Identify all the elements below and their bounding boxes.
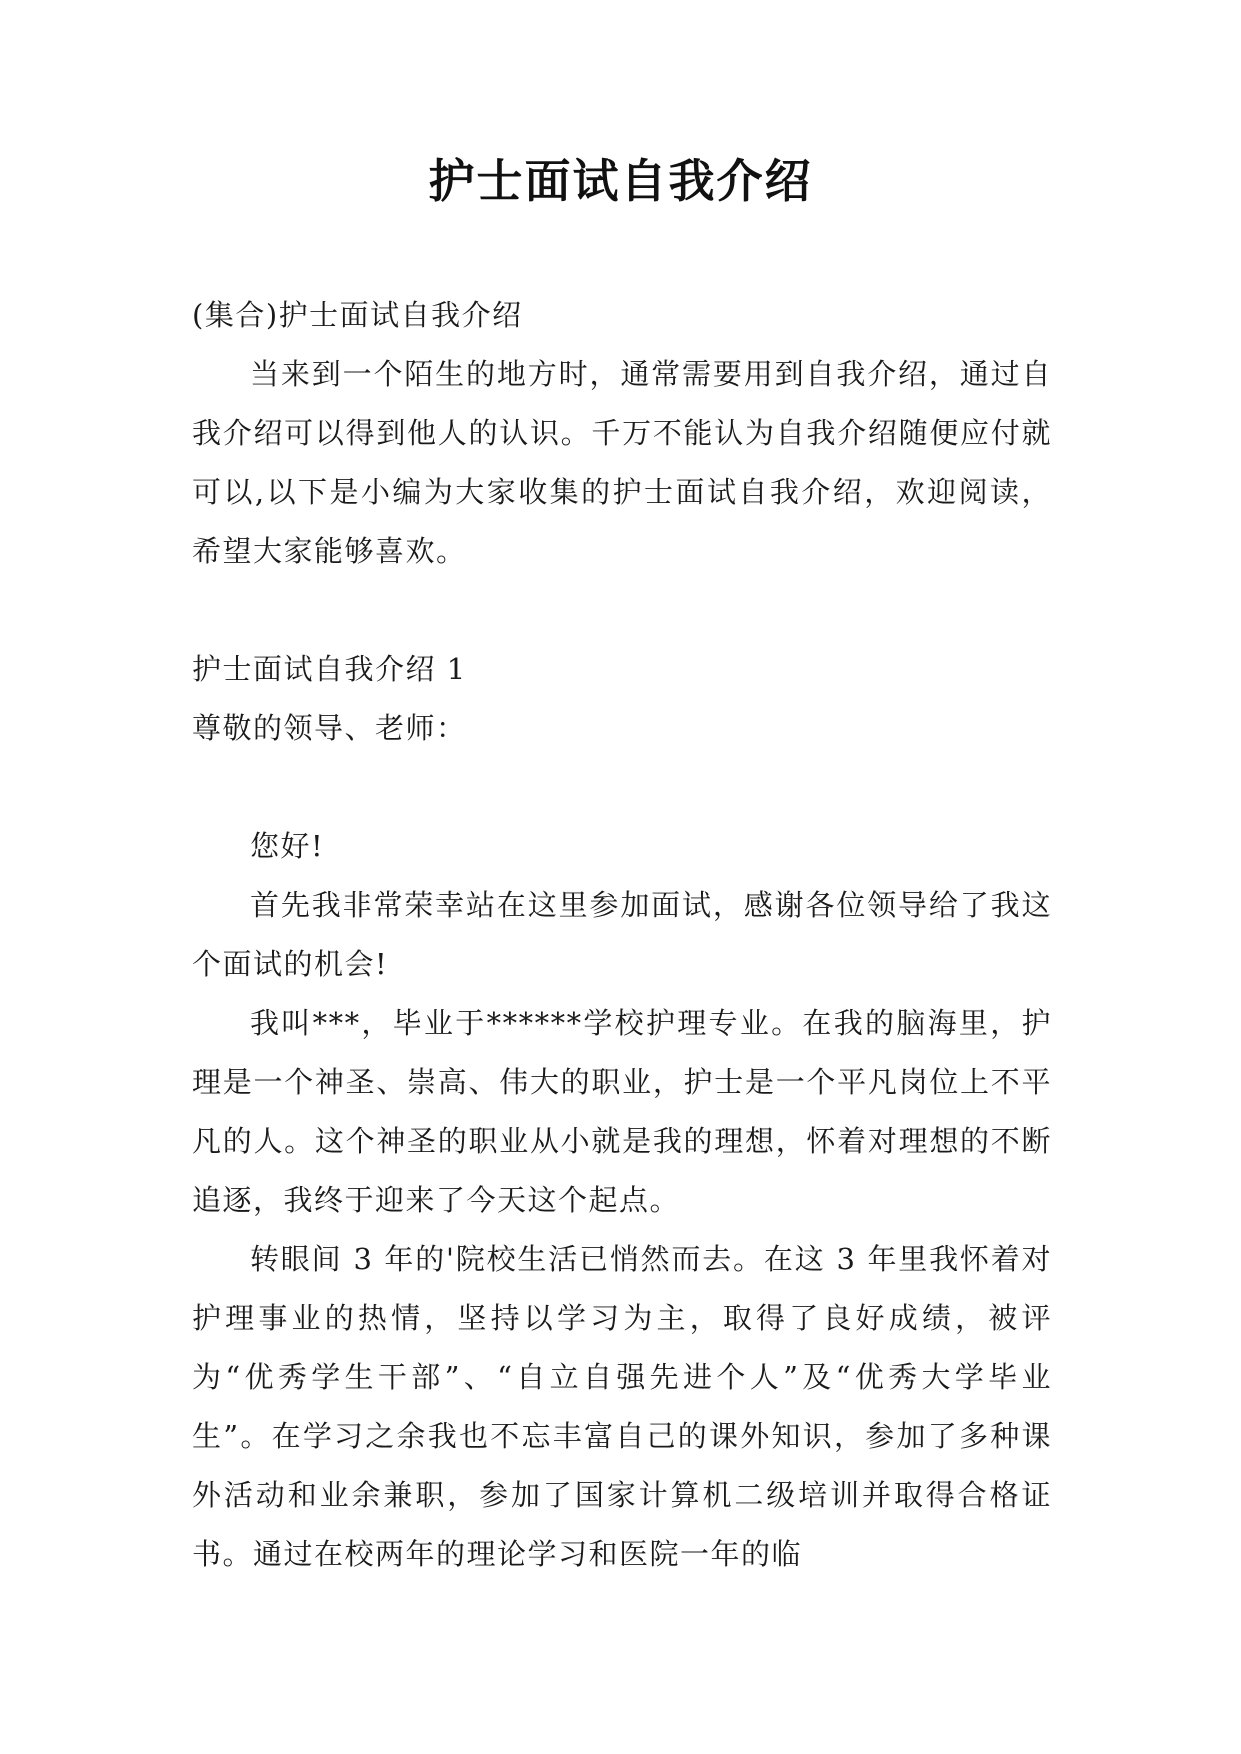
spacer bbox=[192, 758, 1052, 817]
spacer bbox=[192, 581, 1052, 640]
section-heading: 护士面试自我介绍 1 bbox=[192, 652, 467, 686]
body-paragraph: 首先我非常荣幸站在这里参加面试，感谢各位领导给了我这个面试的机会! bbox=[192, 888, 1052, 981]
salutation: 尊敬的领导、老师： bbox=[192, 711, 467, 745]
document-subtitle: (集合)护士面试自我介绍 bbox=[192, 298, 523, 332]
body-paragraph: 转眼间 3 年的'院校生活已悄然而去。在这 3 年里我怀着对护理事业的热情，坚持以学习为主，取得了良好成绩，被评为“优秀学生干部”、“自立自强先进个人”及“优秀大学毕业生”。在学习之余我也不忘丰富自己的课外知识，参加了多种课外活动和业余兼职，参加了国家计算机二级培训并取得合格证书。通过在校两年的理论学习和医院一年的临 bbox=[192, 1242, 1052, 1571]
greeting: 您好! bbox=[250, 829, 325, 863]
body-paragraph: 我叫***，毕业于******学校护理专业。在我的脑海里，护理是一个神圣、崇高、伟大的职业，护士是一个平凡岗位上不平凡的人。这个神圣的职业从小就是我的理想，怀着对理想的不断追逐，我终于迎来了今天这个起点。 bbox=[192, 1006, 1052, 1217]
intro-paragraph: 当来到一个陌生的地方时，通常需要用到自我介绍，通过自我介绍可以得到他人的认识。千万不能认为自我介绍随便应付就可以,以下是小编为大家收集的护士面试自我介绍，欢迎阅读，希望大家能够喜欢。 bbox=[192, 357, 1052, 568]
document-title: 护士面试自我介绍 bbox=[428, 154, 813, 208]
document-body bbox=[192, 286, 1052, 1584]
